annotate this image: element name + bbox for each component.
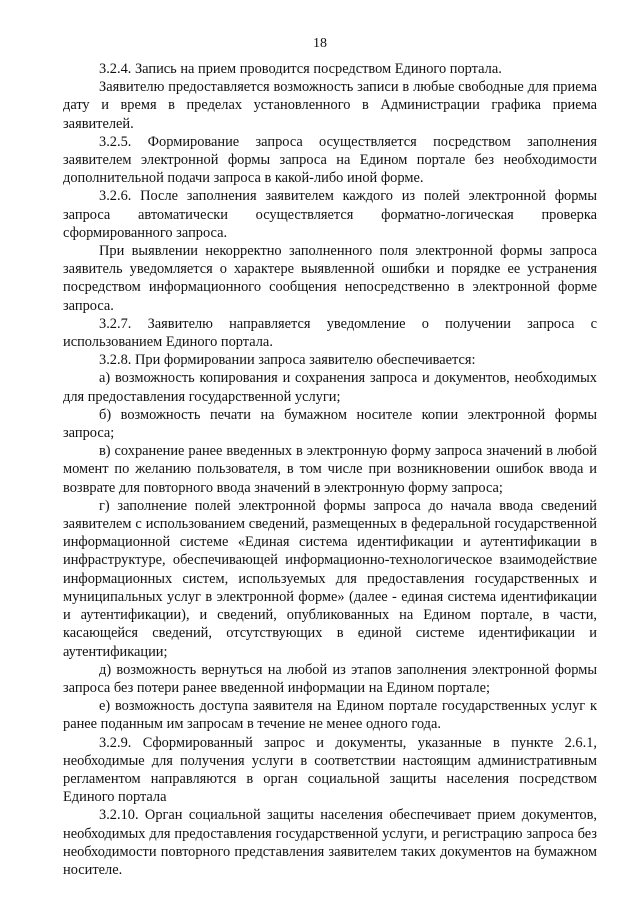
list-item-d: д) возможность вернуться на любой из этапов заполнения электронной формы запроса без потери ранее введенной информации на Едином портале; — [63, 661, 597, 696]
paragraph-3-2-5: 3.2.5. Формирование запроса осуществляется посредством заполнения заявителем электронной формы запроса на Едином портале без необходимости дополнительной подачи запроса в какой-либо иной форме. — [63, 133, 597, 187]
paragraph-3-2-10: 3.2.10. Орган социальной защиты населения обеспечивает прием документов, необходимых для предоставления государственной услуги, и регистрацию запроса без необходимости повторного представления заявителем таких документов на бумажном носителе. — [63, 807, 597, 878]
list-item-v: в) сохранение ранее введенных в электронную форму запроса значений в любой момент по желанию пользователя, в том числе при возникновении ошибок ввода и возврате для повторного ввода значений в электронную форму запроса; — [63, 443, 597, 496]
paragraph-3-2-8: 3.2.8. При формировании запроса заявителю обеспечивается: — [99, 352, 476, 369]
list-item-b: б) возможность печати на бумажном носителе копии электронной формы запроса; — [63, 406, 597, 442]
paragraph-3-2-4: 3.2.4. Запись на прием проводится посредством Единого портала. — [99, 61, 502, 77]
list-item-e: е) возможность доступа заявителя на Едином портале государственных услуг к ранее поданным им запросам в течение не менее одного года. — [63, 698, 597, 733]
page-number: 18 — [313, 36, 327, 51]
paragraph-3-2-6: 3.2.6. После заполнения заявителем каждого из полей электронной формы запроса автоматически осуществляется форматно-логическая проверка сформированного запроса. — [63, 188, 597, 241]
paragraph-3-2-9: 3.2.9. Сформированный запрос и документы, указанные в пункте 2.6.1, необходимые для получения услуги в соответствии настоящим административным регламентом направляются в орган социальной защиты населения посредством Единого портала — [63, 734, 597, 806]
paragraph-error-notification: При выявлении некорректно заполненного поля электронной формы запроса заявитель уведомляется о характере выявленной ошибки и порядке ее устранения посредством информационного сообщения непосредственно в электронной форме запроса. — [63, 243, 597, 314]
document-body — [63, 60, 597, 879]
paragraph-appointment-info: Заявителю предоставляется возможность записи в любые свободные для приема дату и время в пределах установленного в Администрации графика приема заявителей. — [63, 79, 597, 132]
paragraph-3-2-7: 3.2.7. Заявителю направляется уведомление о получении запроса с использованием Единого портала. — [63, 315, 597, 351]
list-item-g: г) заполнение полей электронной формы запроса до начала ввода сведений заявителем с использованием сведений, размещенных в федеральной государственной информационной системе «Единая система идентификации и аутентификации в инфраструктуре, обеспечивающей информационно-технологическое взаимодействие информационных систем, используемых для предоставления государственных и муниципальных услуг в электронной форме» (далее - единая система идентификации и аутентификации), и сведений, опубликованных на Едином портале, в части, касающейся сведений, отсутствующих в единой системе идентификации и аутентификации; — [63, 497, 597, 660]
list-item-a: а) возможность копирования и сохранения запроса и документов, необходимых для предоставления государственной услуги; — [63, 370, 597, 405]
